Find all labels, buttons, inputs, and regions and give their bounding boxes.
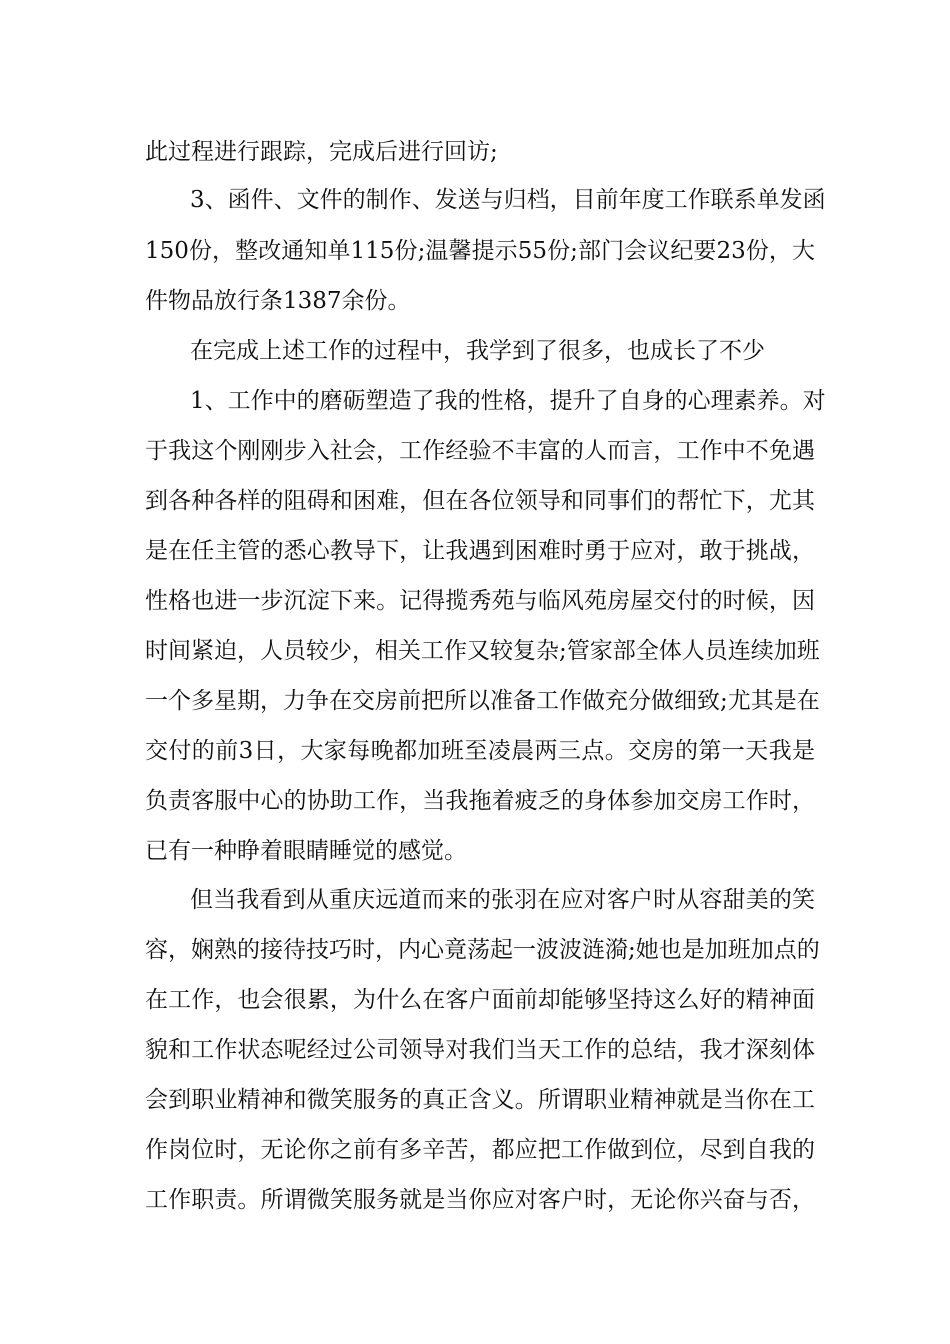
text-line: 已有一种睁着眼睛睡觉的感觉。 — [145, 838, 467, 864]
text-line: 性格也进一步沉淀下来。记得揽秀苑与临风苑房屋交付的时候，因 — [145, 588, 815, 614]
text-line: 容，娴熟的接待技巧时，内心竟荡起一波波涟漪;她也是加班加点的 — [145, 937, 820, 963]
text-line: 是在任主管的悉心教导下，让我遇到困难时勇于应对，敢于挑战， — [145, 538, 815, 564]
text-line: 在完成上述工作的过程中，我学到了很多，也成长了不少 — [190, 338, 765, 364]
text-line: 时间紧迫，人员较少，相关工作又较复杂;管家部全体人员连续加班 — [145, 638, 820, 664]
text-line: 1、工作中的磨砺塑造了我的性格，提升了自身的心理素养。对 — [190, 388, 826, 414]
text-line: 在工作，也会很累，为什么在客户面前却能够坚持这么好的精神面 — [145, 987, 815, 1013]
text-line: 此过程进行跟踪，完成后进行回访; — [145, 139, 498, 165]
text-line: 150份，整改通知单115份;温馨提示55份;部门会议纪要23份，大 — [145, 238, 815, 264]
text-line: 负责客服中心的协助工作，当我拖着疲乏的身体参加交房工作时， — [145, 788, 815, 814]
text-line: 件物品放行条1387余份。 — [145, 288, 411, 314]
text-line: 到各种各样的阻碍和困难，但在各位领导和同事们的帮忙下，尤其 — [145, 488, 815, 514]
text-line: 貌和工作状态呢经过公司领导对我们当天工作的总结，我才深刻体 — [145, 1037, 815, 1063]
text-line: 工作职责。所谓微笑服务就是当你应对客户时，无论你兴奋与否， — [145, 1187, 815, 1213]
text-line: 3、函件、文件的制作、发送与归档，目前年度工作联系单发函 — [190, 187, 826, 213]
text-line: 但当我看到从重庆远道而来的张羽在应对客户时从容甜美的笑 — [190, 887, 815, 913]
text-line: 一个多星期，力争在交房前把所以准备工作做充分做细致;尤其是在 — [145, 688, 820, 714]
text-line: 作岗位时，无论你之前有多辛苦，都应把工作做到位，尽到自我的 — [145, 1137, 815, 1163]
text-line: 于我这个刚刚步入社会，工作经验不丰富的人而言，工作中不免遇 — [145, 438, 815, 464]
text-line: 会到职业精神和微笑服务的真正含义。所谓职业精神就是当你在工 — [145, 1087, 815, 1113]
text-line: 交付的前3日，大家每晚都加班至凌晨两三点。交房的第一天我是 — [145, 738, 815, 764]
